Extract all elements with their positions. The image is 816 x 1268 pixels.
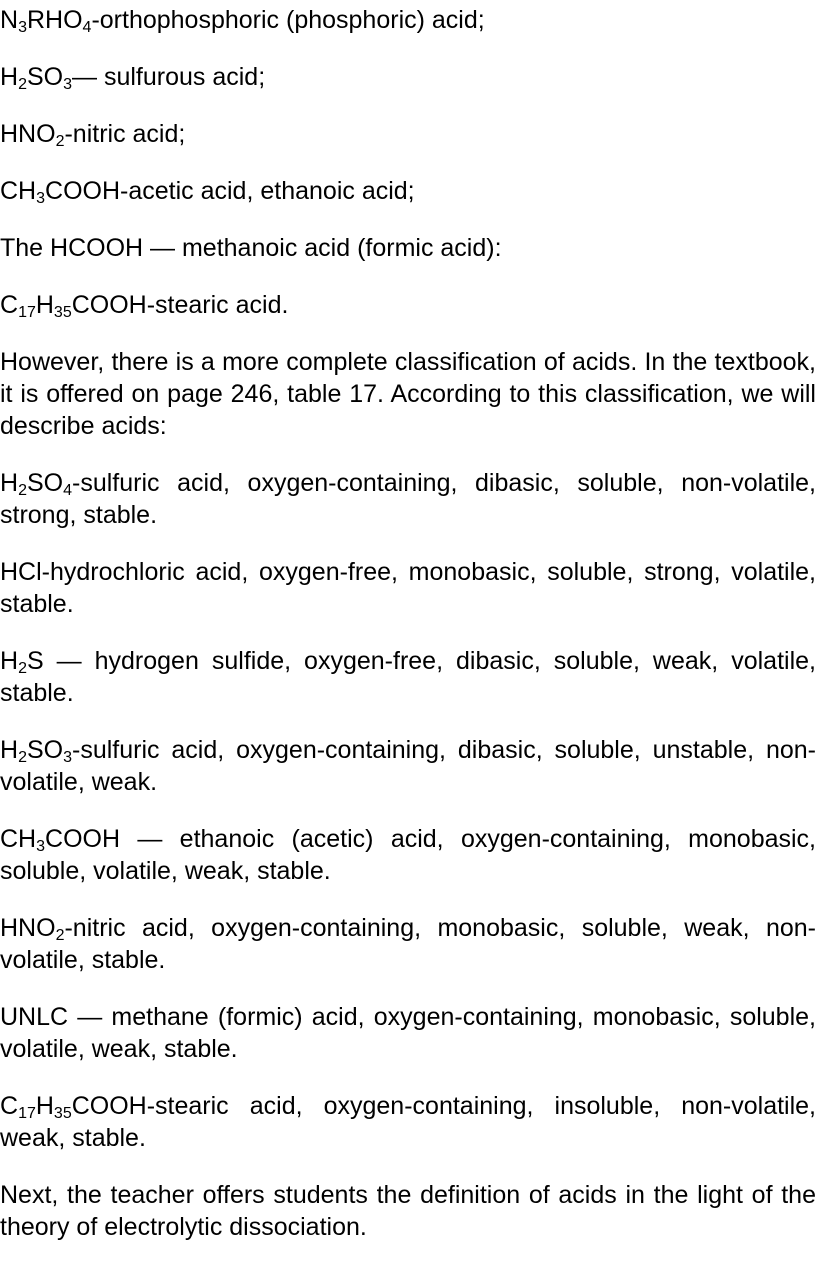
- subscript: 3: [18, 19, 27, 36]
- text-run: SO: [26, 469, 64, 497]
- subscript: 2: [18, 660, 27, 677]
- text-run: Next, the teacher offers students the definition of acids in the light of the theory of electrolytic dissociation.: [0, 1181, 816, 1241]
- paragraph-stearic-acid: [0, 289, 816, 321]
- text-run: C: [0, 1092, 19, 1120]
- text-run: COOH-acetic acid, ethanoic acid;: [45, 177, 415, 205]
- text-run: S — hydrogen sulfide, oxygen-free, dibasic, soluble, weak, volatile, stable.: [0, 647, 816, 707]
- subscript: 2: [18, 482, 27, 499]
- text-run: UNLC — methane (formic) acid, oxygen-containing, monobasic, soluble, volatile, weak, stable.: [0, 1003, 816, 1063]
- text-run: However, there is a more complete classification of acids. In the textbook, it is offered on page 246, table 17. According to this classification, we will describe acids:: [0, 348, 816, 440]
- subscript: 3: [36, 838, 46, 855]
- text-run: HCl-hydrochloric acid, oxygen-free, monobasic, soluble, strong, volatile, stable.: [0, 558, 816, 618]
- text-run: HNO: [0, 914, 56, 942]
- subscript: 3: [63, 749, 72, 766]
- paragraph-teacher-definition: [0, 1179, 816, 1243]
- text-run: -sulfuric acid, oxygen-containing, dibasic, soluble, unstable, non-volatile, weak.: [0, 736, 816, 796]
- paragraph-acetic-acid: [0, 175, 816, 207]
- subscript: 2: [55, 133, 65, 150]
- paragraph-classification-intro: [0, 346, 816, 442]
- text-run: C: [0, 291, 19, 319]
- subscript: 4: [63, 482, 72, 499]
- paragraph-hydrochloric-acid-description: [0, 556, 816, 620]
- paragraph-sulfuric-acid-description: [0, 467, 816, 531]
- paragraph-hydrogen-sulfide-description: [0, 645, 816, 709]
- text-run: -sulfuric acid, oxygen-containing, dibasic, soluble, non-volatile, strong, stable.: [0, 469, 816, 529]
- text-run: H: [35, 1092, 54, 1120]
- subscript: 17: [18, 1105, 36, 1122]
- text-run: SO: [26, 736, 64, 764]
- paragraph-orthophosphoric-acid: [0, 4, 816, 36]
- text-run: H: [0, 647, 19, 675]
- subscript: 2: [18, 749, 27, 766]
- text-run: N: [0, 6, 19, 34]
- subscript: 3: [63, 76, 72, 93]
- text-run: -orthophosphoric (phosphoric) acid;: [91, 6, 485, 34]
- subscript: 2: [55, 927, 65, 944]
- text-run: — sulfurous acid;: [72, 63, 266, 91]
- text-run: COOH — ethanoic (acetic) acid, oxygen-containing, monobasic, soluble, volatile, weak, stable.: [0, 825, 816, 885]
- text-run: HNO: [0, 120, 56, 148]
- text-run: H: [0, 63, 19, 91]
- text-run: CH: [0, 177, 37, 205]
- subscript: 4: [82, 19, 92, 36]
- text-run: H: [0, 469, 19, 497]
- paragraph-nitric-acid-description: [0, 912, 816, 976]
- paragraph-formic-acid-description: [0, 1001, 816, 1065]
- subscript: 35: [53, 304, 72, 321]
- subscript: 2: [18, 76, 27, 93]
- text-run: RHO: [26, 6, 83, 34]
- text-run: H: [35, 291, 54, 319]
- paragraph-sulfurous-acid-description: [0, 734, 816, 798]
- subscript: 35: [53, 1105, 72, 1122]
- text-run: The HCOOH — methanoic acid (formic acid):: [0, 234, 502, 262]
- text-run: COOH-stearic acid, oxygen-containing, insoluble, non-volatile, weak, stable.: [0, 1092, 816, 1152]
- paragraph-sulfurous-acid: [0, 61, 816, 93]
- text-run: H: [0, 736, 19, 764]
- subscript: 17: [18, 304, 36, 321]
- text-run: CH: [0, 825, 37, 853]
- paragraph-stearic-acid-description: [0, 1090, 816, 1154]
- subscript: 3: [36, 190, 46, 207]
- paragraph-nitric-acid: [0, 118, 816, 150]
- text-run: COOH-stearic acid.: [71, 291, 289, 319]
- paragraph-acetic-acid-description: [0, 823, 816, 887]
- text-run: -nitric acid;: [64, 120, 186, 148]
- paragraph-formic-acid: [0, 232, 816, 264]
- text-run: SO: [26, 63, 64, 91]
- text-run: -nitric acid, oxygen-containing, monobasic, soluble, weak, non-volatile, stable.: [0, 914, 816, 974]
